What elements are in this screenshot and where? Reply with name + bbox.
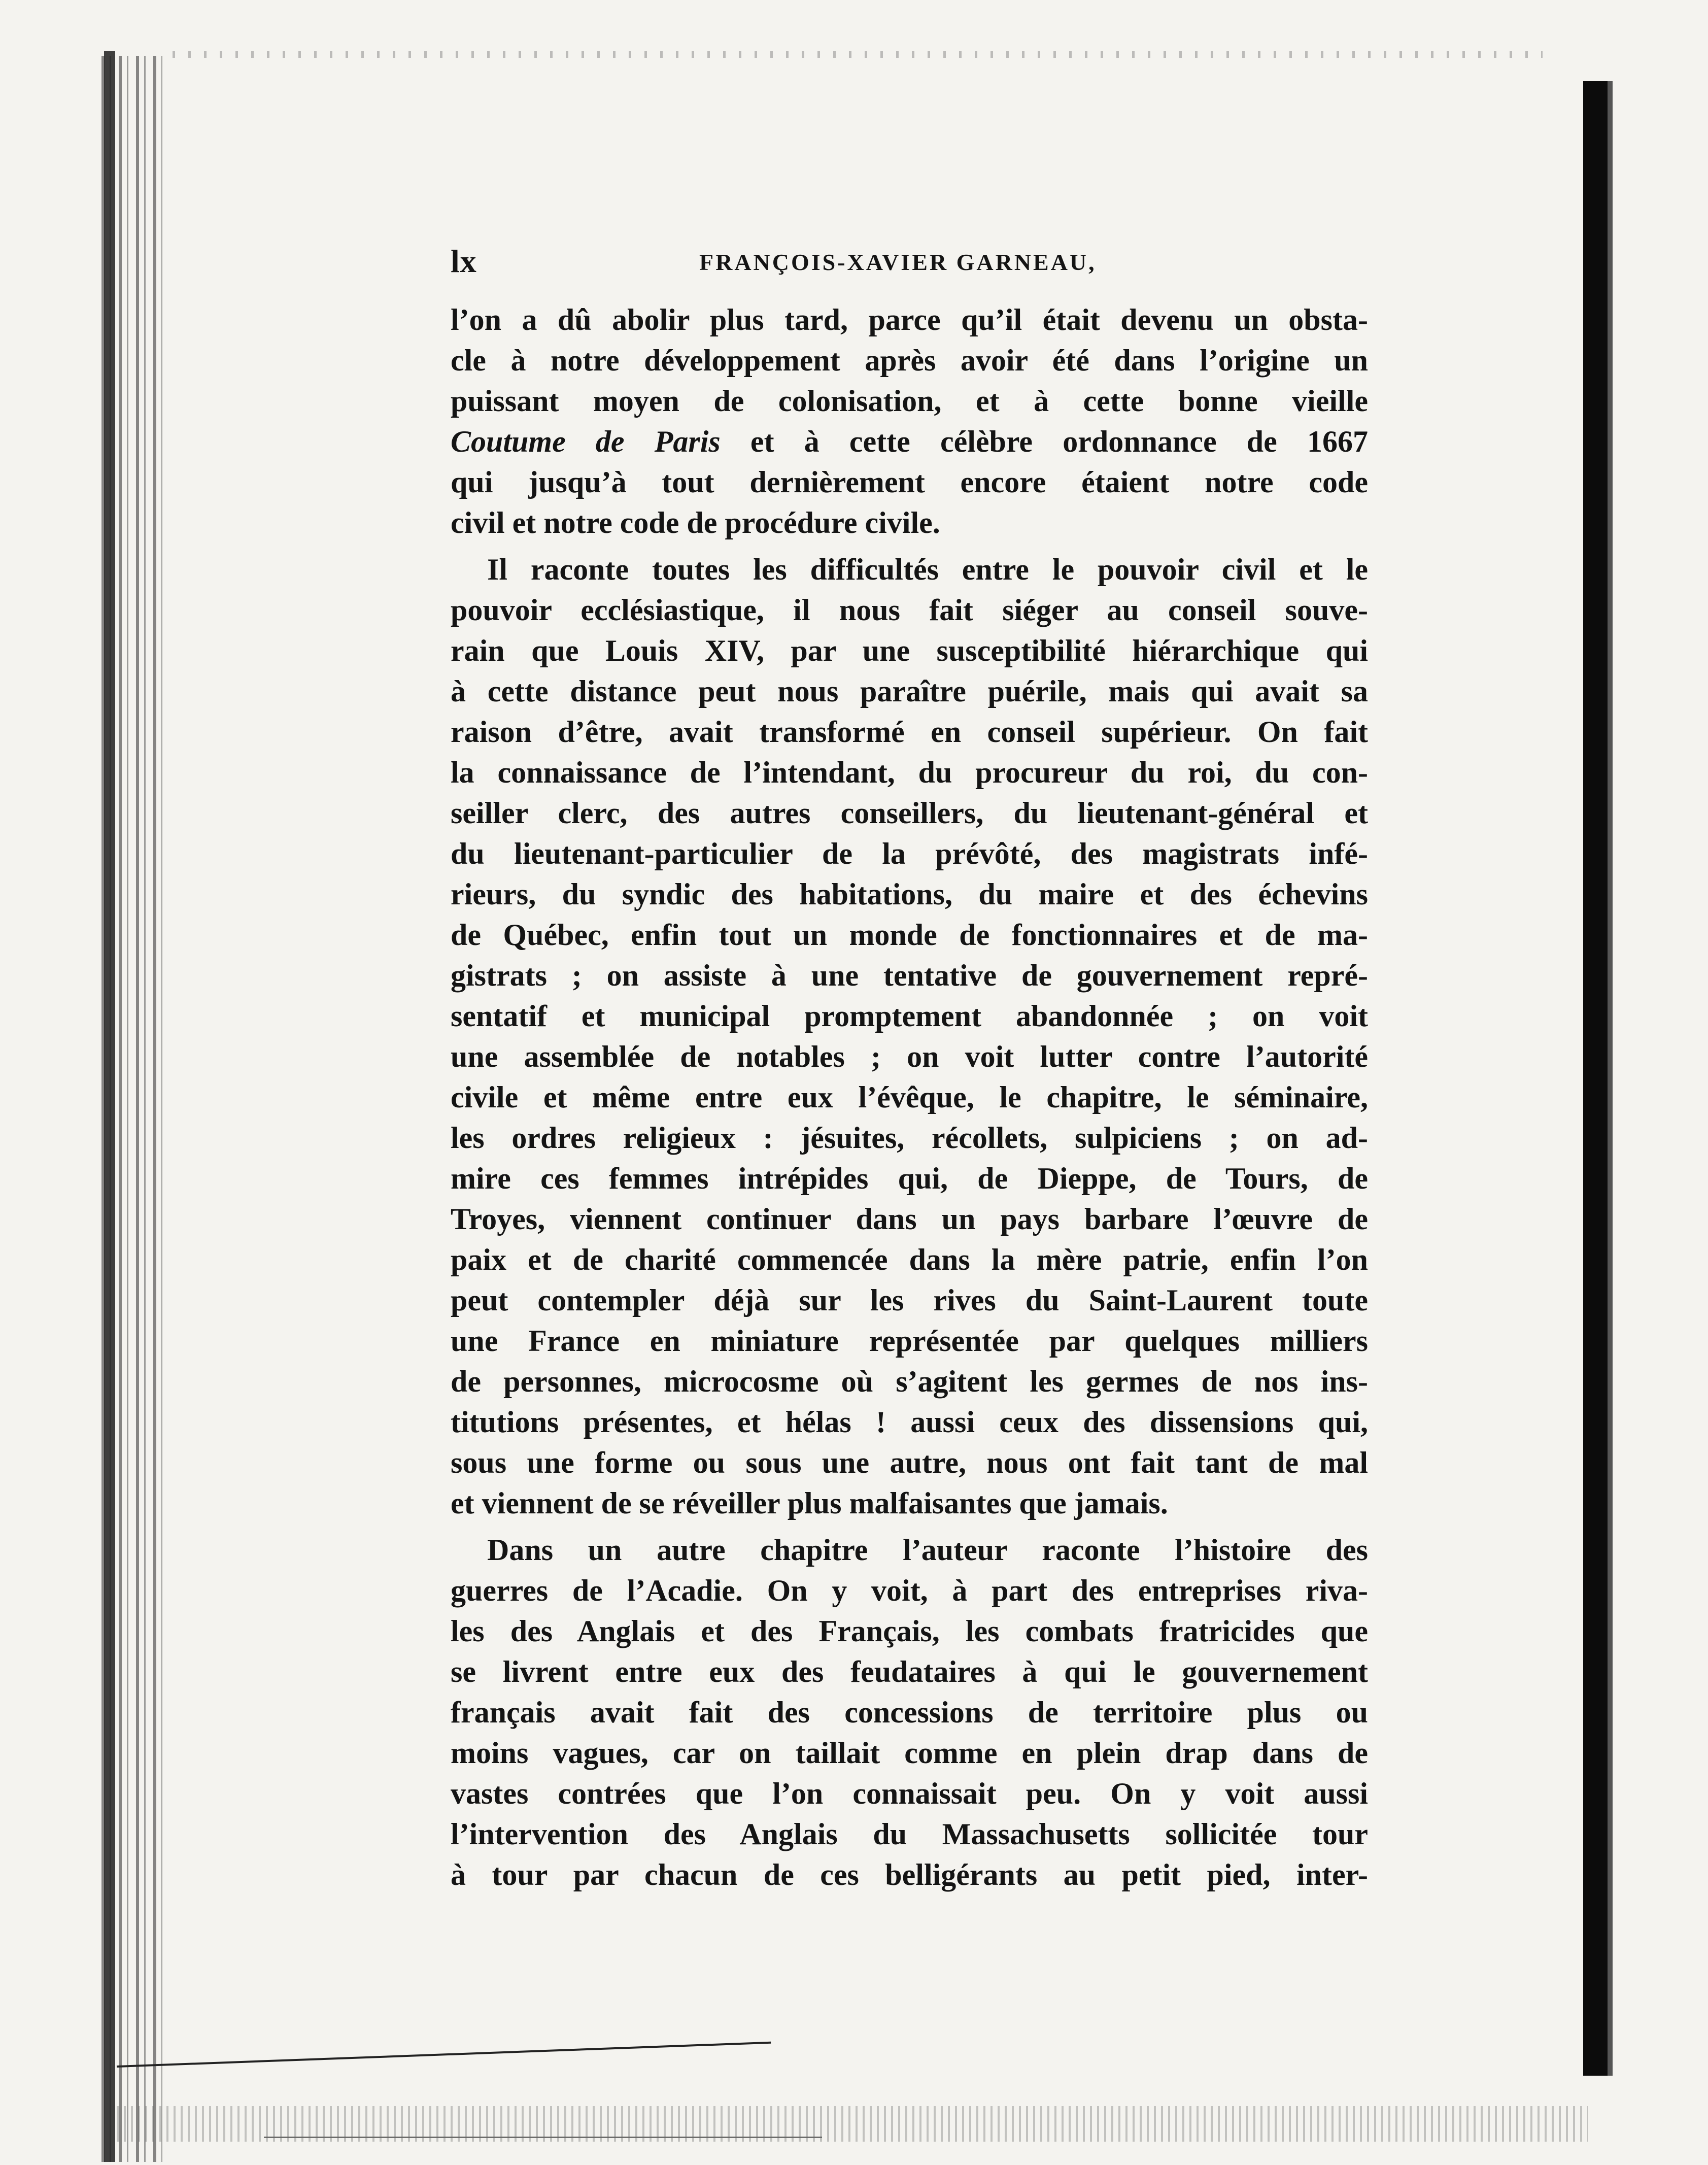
scan-noise-top xyxy=(173,51,1543,58)
text-line: la connaissance de l’intendant, du procureur du roi, du con- xyxy=(451,756,1368,789)
scan-stroke-bottom xyxy=(117,2042,771,2068)
paragraph-3 xyxy=(451,1530,1368,1895)
text-line: une France en miniature représentée par quelques milliers xyxy=(451,1324,1368,1358)
text-line: cle à notre développement après avoir été dans l’origine un xyxy=(451,344,1368,377)
binding-edge-left xyxy=(104,51,115,2162)
text-line: civile et même entre eux l’évêque, le chapitre, le séminaire, xyxy=(451,1080,1368,1114)
text-line: sentatif et municipal promptement abandonnée ; on voit xyxy=(451,999,1368,1033)
text-line: raison d’être, avait transformé en conseil supérieur. On fait xyxy=(451,715,1368,749)
text-line: de personnes, microcosme où s’agitent les germes de nos ins- xyxy=(451,1365,1368,1398)
text-line: peut contempler déjà sur les rives du Saint-Laurent toute xyxy=(451,1283,1368,1317)
text-line: du lieutenant-particulier de la prévôté, des magistrats infé- xyxy=(451,837,1368,870)
text-line: les des Anglais et des Français, les combats fratricides que xyxy=(451,1614,1368,1648)
paragraph-1 xyxy=(451,299,1368,543)
text-line: les ordres religieux : jésuites, récollets, sulpiciens ; on ad- xyxy=(451,1121,1368,1155)
text-line: se livrent entre eux des feudataires à qui le gouvernement xyxy=(451,1655,1368,1688)
text-line: à tour par chacun de ces belligérants au petit pied, inter- xyxy=(451,1858,1368,1891)
text-line: une assemblée de notables ; on voit lutter contre l’autorité xyxy=(451,1040,1368,1073)
page-number: lx xyxy=(451,243,477,279)
text-line: guerres de l’Acadie. On y voit, à part des entreprises riva- xyxy=(451,1574,1368,1607)
text-line: vastes contrées que l’on connaissait peu. On y voit aussi xyxy=(451,1777,1368,1810)
scan-noise-bottom xyxy=(117,2106,1588,2142)
text-line: rieurs, du syndic des habitations, du maire et des échevins xyxy=(451,877,1368,911)
text-line: qui jusqu’à tout dernièrement encore étaient notre code xyxy=(451,465,1368,499)
scan-edge-right-shade xyxy=(1608,81,1613,2076)
italic-phrase: Coutume de Paris xyxy=(451,425,721,458)
running-title: FRANÇOIS-XAVIER GARNEAU, xyxy=(699,249,1097,275)
text-line-rest: et à cette célèbre ordonnance de 1667 xyxy=(720,425,1368,458)
paragraph-2 xyxy=(451,549,1368,1524)
text-line: de Québec, enfin tout un monde de fonctionnaires et de ma- xyxy=(451,918,1368,952)
text-line: titutions présentes, et hélas ! aussi ceux des dissensions qui, xyxy=(451,1405,1368,1439)
text-line: l’on a dû abolir plus tard, parce qu’il était devenu un obsta- xyxy=(451,303,1368,336)
text-line: civil et notre code de procédure civile. xyxy=(451,506,940,539)
text-line: français avait fait des concessions de territoire plus ou xyxy=(451,1696,1368,1729)
text-line: et viennent de se réveiller plus malfaisantes que jamais. xyxy=(451,1486,1168,1520)
text-line: à cette distance peut nous paraître puérile, mais qui avait sa xyxy=(451,674,1368,708)
text-block xyxy=(451,299,1368,1895)
text-line-with-italic xyxy=(451,421,1368,462)
text-line: pouvoir ecclésiastique, il nous fait siéger au conseil souve- xyxy=(451,593,1368,627)
text-line: Troyes, viennent continuer dans un pays barbare l’œuvre de xyxy=(451,1202,1368,1236)
text-line: moins vagues, car on taillait comme en plein drap dans de xyxy=(451,1736,1368,1770)
text-line: Dans un autre chapitre l’auteur raconte l’histoire des xyxy=(487,1533,1368,1567)
text-line: l’intervention des Anglais du Massachusetts sollicitée tour xyxy=(451,1817,1368,1851)
text-line: rain que Louis XIV, par une susceptibilité hiérarchique qui xyxy=(451,634,1368,667)
text-line: sous une forme ou sous une autre, nous ont fait tant de mal xyxy=(451,1446,1368,1479)
text-line: Il raconte toutes les difficultés entre le pouvoir civil et le xyxy=(487,553,1368,586)
scan-edge-right xyxy=(1583,81,1608,2076)
text-line: seiller clerc, des autres conseillers, du lieutenant-général et xyxy=(451,796,1368,830)
text-line: mire ces femmes intrépides qui, de Dieppe, de Tours, de xyxy=(451,1162,1368,1195)
running-head xyxy=(451,243,1131,278)
text-line: gistrats ; on assiste à une tentative de gouvernement repré- xyxy=(451,959,1368,992)
text-line: paix et de charité commencée dans la mère patrie, enfin l’on xyxy=(451,1243,1368,1276)
text-line: puissant moyen de colonisation, et à cette bonne vieille xyxy=(451,384,1368,418)
